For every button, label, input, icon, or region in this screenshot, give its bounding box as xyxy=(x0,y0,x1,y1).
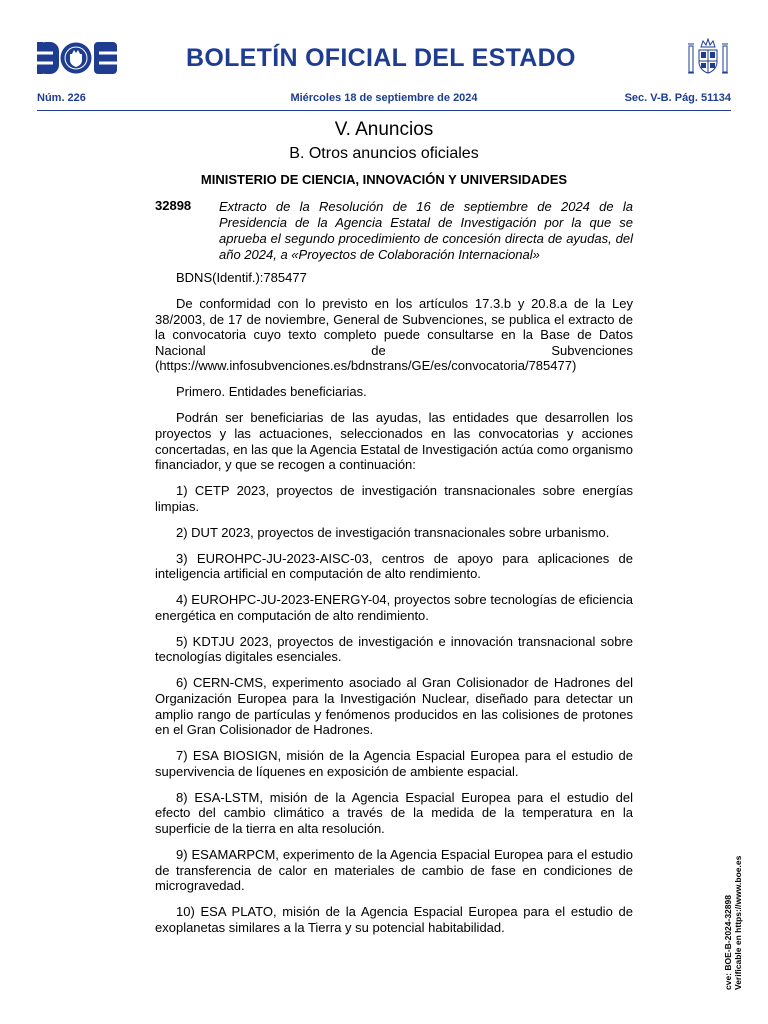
issue-number: Núm. 226 xyxy=(37,92,86,104)
boe-logo xyxy=(37,42,117,74)
list-item: 9) ESAMARPCM, experimento de la Agencia Espacial Europea para el estudio de transferencia de calor en materiales de cambio de fase en condiciones de microgravedad. xyxy=(155,846,633,894)
announcement-title: Extracto de la Resolución de 16 de septiembre de 2024 de la Presidencia de la Agencia Estatal de Investigación por la que se aprueba el segundo procedimiento de concesión directa de ayudas, del año 2024, a «Proyectos de Colaboración Internacional» xyxy=(219,199,633,262)
list-item: 7) ESA BIOSIGN, misión de la Agencia Espacial Europea para el estudio de supervivencia de líquenes en exposición de ambiente espacial. xyxy=(155,748,633,779)
list-item: 10) ESA PLATO, misión de la Agencia Espacial Europea para el estudio de exoplanetas similares a la Tierra y su potencial habitabilidad. xyxy=(155,904,633,935)
cve-code: cve: BOE-B-2024-32898 xyxy=(723,895,733,990)
coat-of-arms-icon xyxy=(688,38,728,76)
ministry-heading: MINISTERIO DE CIENCIA, INNOVACIÓN Y UNIVERSIDADES xyxy=(200,172,568,187)
list-item: 4) EUROHPC-JU-2023-ENERGY-04, proyectos sobre tecnologías de eficiencia energética en computación de alto rendimiento. xyxy=(155,592,633,623)
issue-date: Miércoles 18 de septiembre de 2024 xyxy=(290,92,478,104)
verification-sidebar xyxy=(723,856,743,990)
list-item: 8) ESA-LSTM, misión de la Agencia Espacial Europea para el estudio del efecto del cambio climático a través de la medida de la temperatura en la superficie de la tierra en alta resolución. xyxy=(155,789,633,836)
list-item: 6) CERN-CMS, experimento asociado al Gran Colisionador de Hadrones del Organización Europea para la Investigación Nuclear, diseñado para detectar un amplio rango de partículas y fenómenos producidos en las colisiones de protones en el Gran Colisionador de Hadrones. xyxy=(155,675,633,738)
body-paragraph: Podrán ser beneficiarias de las ayudas, las entidades que desarrollen los proyectos y las actuaciones, seleccionados en las convocatorias y acciones concertadas, en las que la Agencia Estatal de Investigación actúa como organismo financiador, y que se recogen a continuación: xyxy=(155,410,633,473)
header-divider xyxy=(37,110,731,111)
masthead-title: BOLETÍN OFICIAL DEL ESTADO xyxy=(186,44,576,72)
announcement-number: 32898 xyxy=(155,198,192,213)
issue-info-bar xyxy=(37,92,731,106)
body-paragraph: De conformidad con lo previsto en los artículos 17.3.b y 20.8.a de la Ley 38/2003, de 17 de noviembre, General de Subvenciones, se publica el extracto de la convocatoria cuyo texto completo puede consultarse en la Base de Datos Nacional de Subvenciones (https://www.infosubvenciones.es/bdnstrans/GE/es/convocatoria/785477) xyxy=(155,295,633,374)
section-heading: V. Anuncios xyxy=(334,119,434,140)
section-page: Sec. V-B. Pág. 51134 xyxy=(624,92,731,104)
list-item: 3) EUROHPC-JU-2023-AISC-03, centros de apoyo para aplicaciones de inteligencia artificial en computación de alto rendimiento. xyxy=(155,550,633,582)
announcement-body xyxy=(155,270,633,946)
list-item: 5) KDTJU 2023, proyectos de investigación e innovación transnacional sobre tecnologías digitales esenciales. xyxy=(155,633,633,665)
verification-link[interactable]: Verificable en https://www.boe.es xyxy=(733,855,743,990)
bdns-identifier: BDNS(Identif.):785477 xyxy=(176,270,307,285)
list-item: 2) DUT 2023, proyectos de investigación transnacionales sobre urbanismo. xyxy=(176,524,610,540)
subsection-heading: B. Otros anuncios oficiales xyxy=(289,145,479,162)
list-item: 1) CETP 2023, proyectos de investigación transnacionales sobre energías limpias. xyxy=(155,483,633,514)
clause-heading: Primero. Entidades beneficiarias. xyxy=(176,384,367,400)
